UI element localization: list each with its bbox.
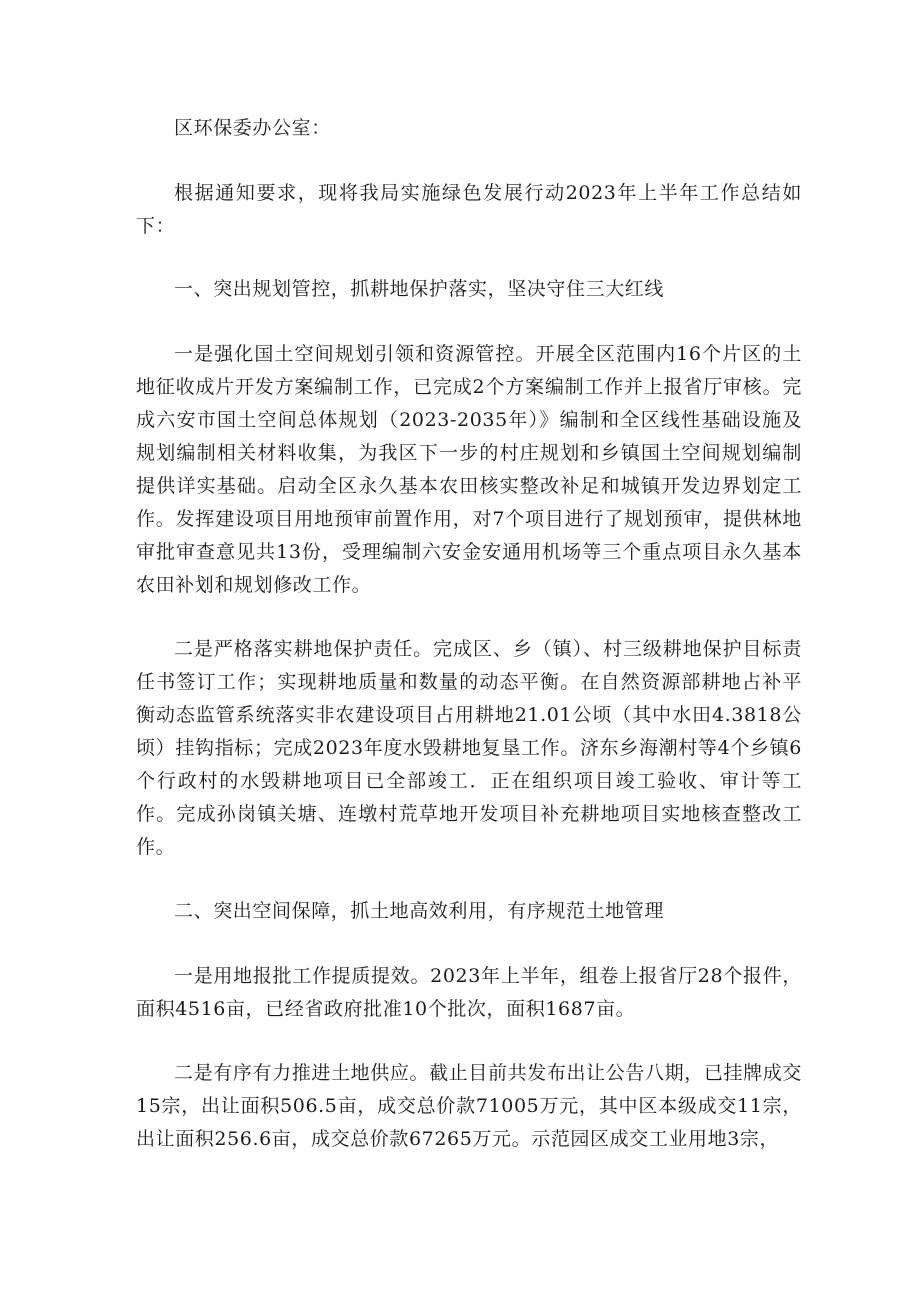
section-1-heading: 一、突出规划管控，抓耕地保护落实，坚决守住三大红线 <box>174 278 665 300</box>
section-1-paragraph-1: 一是强化国土空间规划引领和资源管控。开展全区范围内16个片区的土地征收成片开发方案编制工作，已完成2个方案编制工作并上报省厅审核。完成六安市国土空间总体规划（2023-2035年）》编制和全区线性基础设施及规划编制相关材料收集，为我区下一步的村庄规划和乡镇国土空间规划编制提供详实基础。启动全区永久基本农田核实整改补足和城镇开发边界划定工作。发挥建设项目用地预审前置作用，对7个项目进行了规划预审，提供林地审批审查意见共13份，受理编制六安金安通用机场等三个重点项目永久基本农田补划和规划修改工作。 <box>136 343 802 596</box>
section-1-paragraph-2: 二是严格落实耕地保护责任。完成区、乡（镇）、村三级耕地保护目标责任书签订工作；实现耕地质量和数量的动态平衡。在自然资源部耕地占补平衡动态监管系统落实非农建设项目占用耕地21.01公顷（其中水田4.3818公顷）挂钩指标；完成2023年度水毁耕地复垦工作。济东乡海潮村等4个乡镇6个行政村的水毁耕地项目已全部竣工．正在组织项目竣工验收、审计等工作。完成孙岗镇关塘、连墩村荒草地开发项目补充耕地项目实地核查整改工作。 <box>136 638 802 858</box>
section-2-paragraph-2: 二是有序有力推进土地供应。截止目前共发布出让公告八期，已挂牌成交15宗，出让面积506.5亩，成交总价款71005万元，其中区本级成交11宗，出让面积256.6亩，成交总价款67265万元。示范园区成交工业用地3宗， <box>136 1062 802 1150</box>
addressee: 区环保委办公室： <box>174 117 331 139</box>
section-2-paragraph-1: 一是用地报批工作提质提效。2023年上半年，组卷上报省厅28个报件，面积4516亩，已经省政府批准10个批次，面积1687亩。 <box>136 965 802 1020</box>
intro-paragraph: 根据通知要求，现将我局实施绿色发展行动2023年上半年工作总结如下： <box>136 182 802 237</box>
section-2-heading: 二、突出空间保障，抓土地高效利用，有序规范土地管理 <box>174 900 665 922</box>
